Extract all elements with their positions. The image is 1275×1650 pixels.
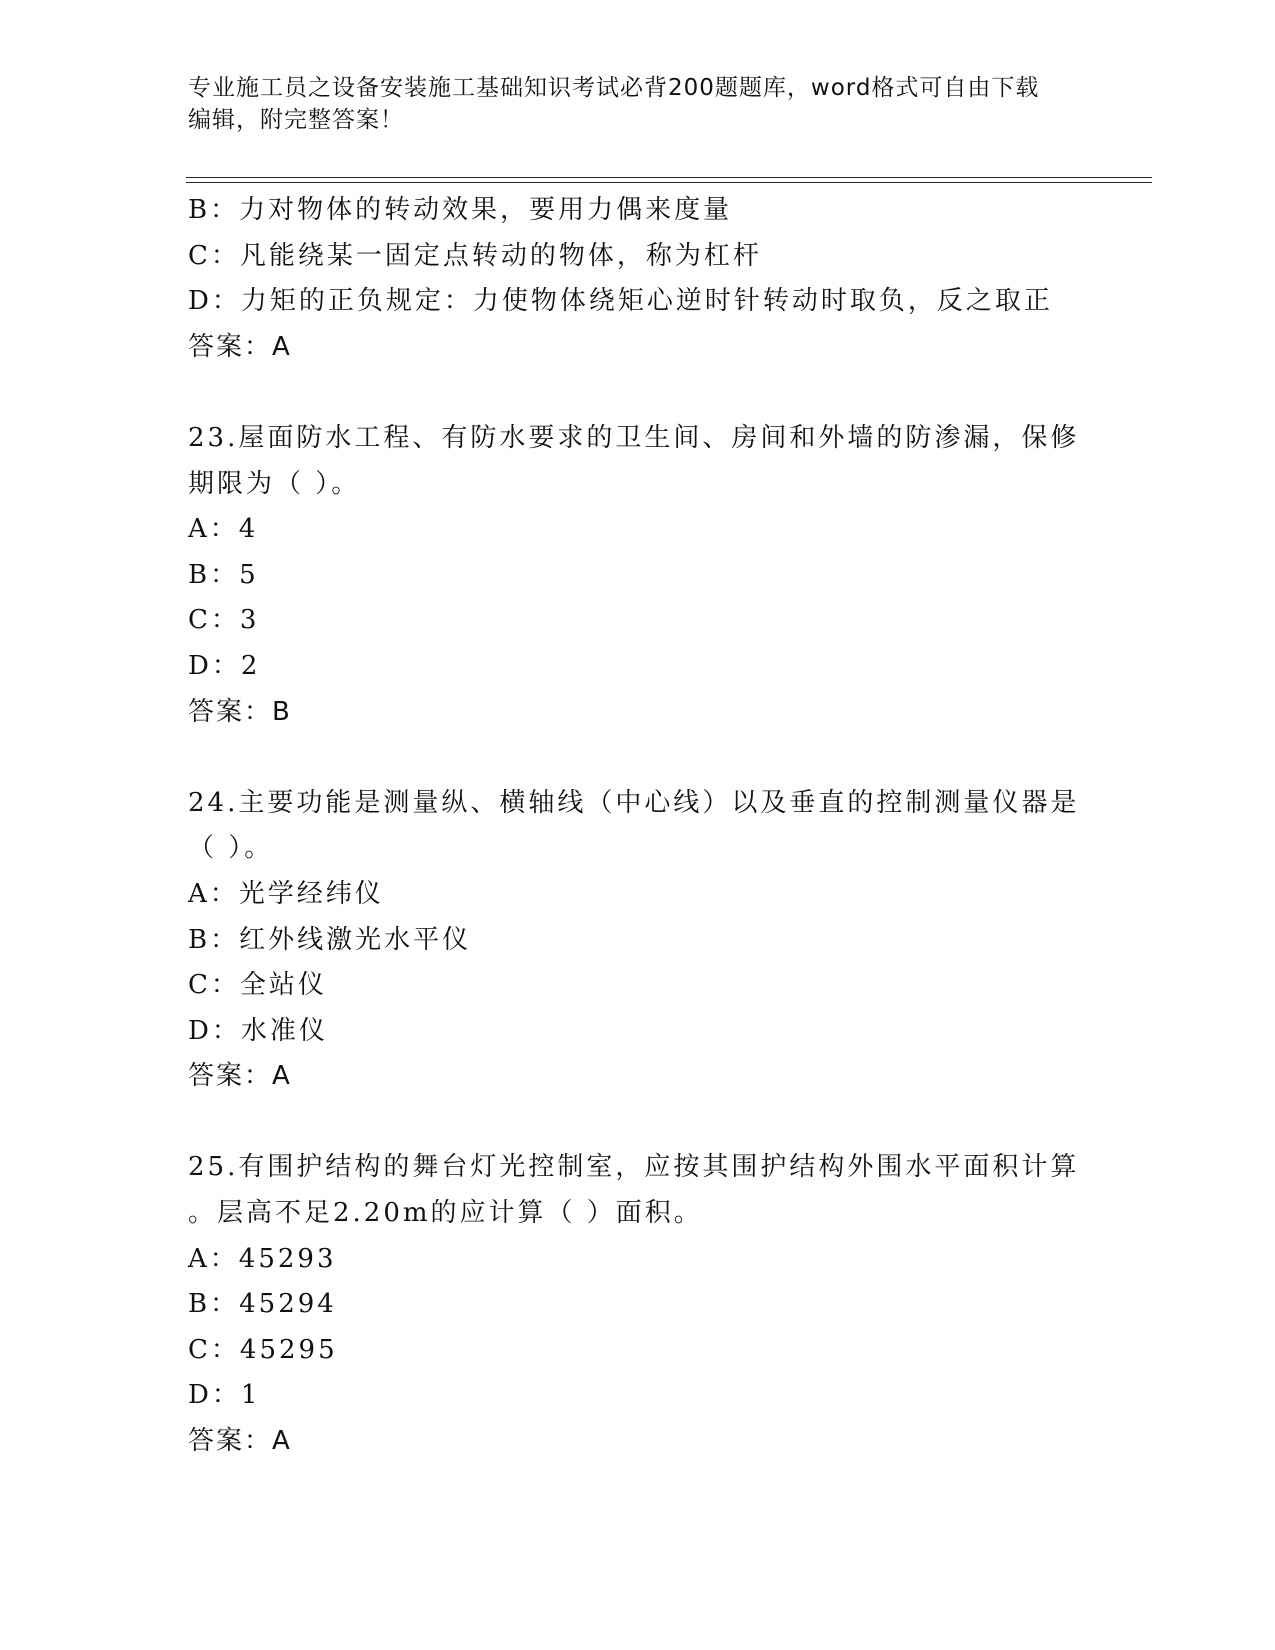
answer-line: 答案：B (188, 696, 292, 727)
question-list (188, 188, 1088, 1465)
question-stem-line-2: 。层高不足2.20m的应计算（ ）面积。 (188, 1198, 703, 1229)
answer-line: 答案：A (188, 1426, 292, 1457)
option-d: D：力矩的正负规定：力使物体绕矩心逆时针转动时取负，反之取正 (188, 286, 1053, 317)
option-c: C：凡能绕某一固定点转动的物体，称为杠杆 (188, 240, 762, 271)
option-b: B：红外线激光水平仪 (188, 924, 472, 955)
header-divider-top (186, 177, 1152, 178)
option-a: A：4 (188, 514, 259, 545)
question-23 (188, 416, 1088, 735)
option-c: C：3 (188, 605, 260, 636)
spacer (188, 1100, 1088, 1146)
question-stem-line-2: 期限为（ ）。 (188, 468, 361, 499)
option-a: A：光学经纬仪 (188, 878, 384, 909)
option-b: B：力对物体的转动效果，要用力偶来度量 (188, 195, 733, 225)
option-a: A：45293 (188, 1243, 337, 1274)
question-stem-line-1: 24.主要功能是测量纵、横轴线（中心线）以及垂直的控制测量仪器是 (188, 787, 1080, 818)
question-stem-line-1: 23.屋面防水工程、有防水要求的卫生间、房间和外墙的防渗漏，保修 (188, 422, 1080, 453)
question-stem-line-1: 25.有围护结构的舞台灯光控制室，应按其围护结构外围水平面积计算 (188, 1152, 1080, 1183)
option-b: B：45294 (188, 1289, 337, 1320)
question-25 (188, 1145, 1088, 1464)
option-c: C：45295 (188, 1334, 338, 1365)
document-header (188, 72, 1088, 136)
question-22-continued (188, 188, 1088, 370)
option-b: B：5 (188, 559, 259, 590)
question-24 (188, 781, 1088, 1100)
header-line-1: 专业施工员之设备安装施工基础知识考试必背200题题库，word格式可自由下载 (188, 75, 1040, 101)
option-d: D：水准仪 (188, 1015, 328, 1046)
answer-line: 答案：A (188, 1061, 292, 1092)
option-d: D：2 (188, 650, 261, 681)
spacer (188, 370, 1088, 416)
spacer (188, 735, 1088, 781)
option-d: D：1 (188, 1380, 261, 1411)
question-stem-line-2: （ ）。 (188, 833, 274, 864)
option-c: C：全站仪 (188, 970, 327, 1001)
answer-line: 答案：A (188, 331, 292, 362)
header-line-2: 编辑，附完整答案！ (188, 107, 404, 133)
header-divider-bottom (186, 182, 1152, 183)
